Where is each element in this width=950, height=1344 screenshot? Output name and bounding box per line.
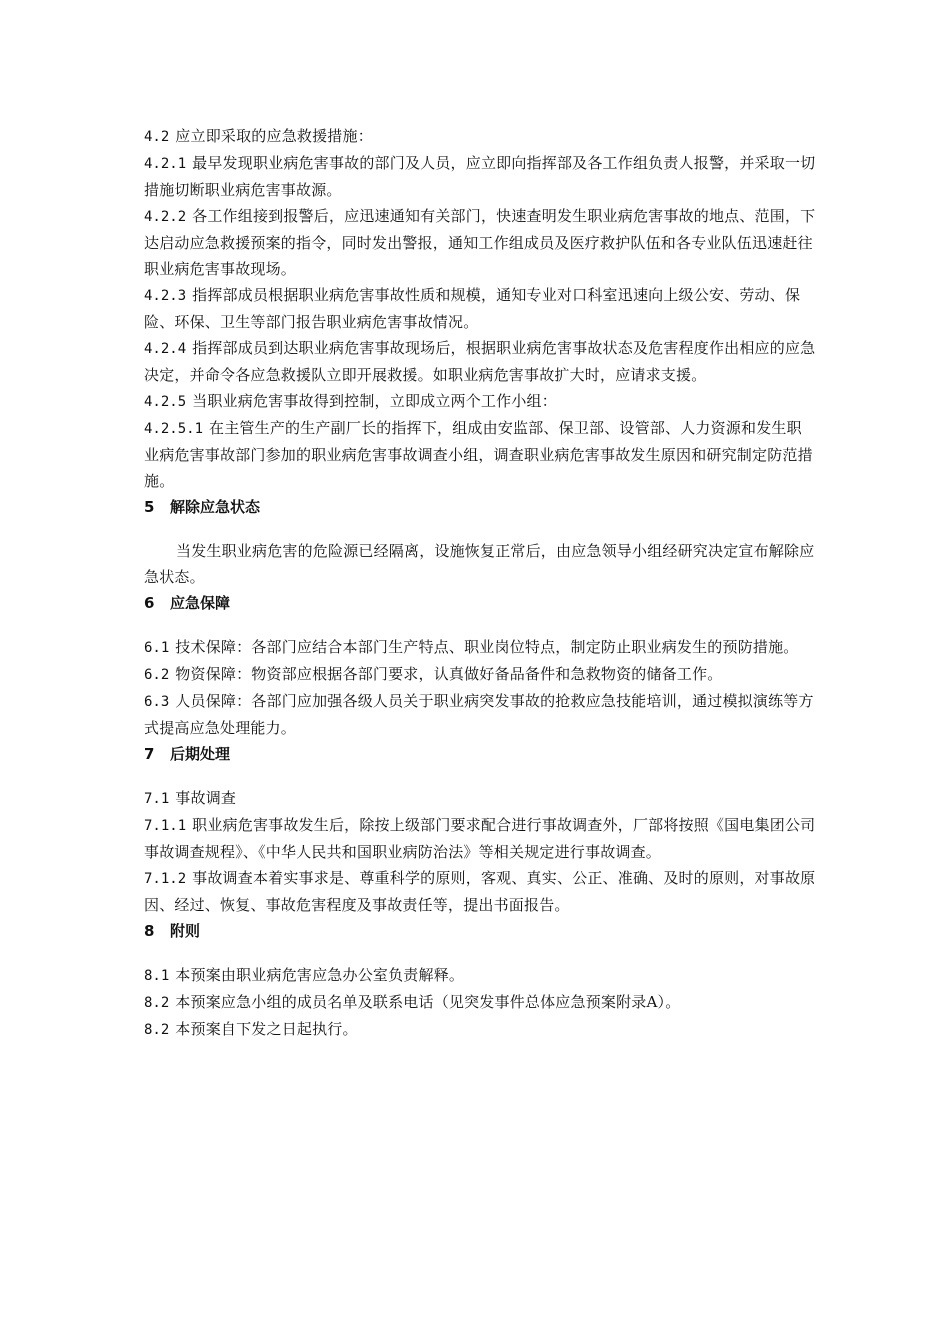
clause-text: 事故调查本着实事求是、尊重科学的原则，客观、真实、公正、准确、及时的原则，对事故原因、经过、恢复、事故危害程度及事故责任等，提出书面报告。 — [144, 869, 816, 914]
clause-text: 最早发现职业病危害事故的部门及人员，应立即向指挥部及各工作组负责人报警，并采取一切措施切断职业病危害事故源。 — [144, 154, 816, 199]
clause-number: 4.2.2 — [144, 209, 187, 225]
clause-text: 指挥部成员到达职业病危害事故现场后，根据职业病危害事故状态及危害程度作出相应的应急决定，并命令各应急救援队立即开展救援。如职业病危害事故扩大时，应请求支援。 — [144, 339, 816, 384]
clause-number: 7.1.1 — [144, 818, 187, 834]
clause-number: 4.2.4 — [144, 341, 187, 357]
clause-number: 4.2.1 — [144, 156, 187, 172]
clause-4-2-5 — [144, 388, 816, 415]
clause-4-2-2 — [144, 203, 816, 282]
heading-text: 附则 — [170, 922, 201, 940]
clause-number: 4.2 — [144, 129, 170, 145]
clause-8-2-contacts — [144, 989, 816, 1016]
clause-4-2-1 — [144, 150, 816, 203]
clause-number: 4.2.3 — [144, 288, 187, 304]
heading-number: 5 — [144, 498, 155, 516]
section-heading-7 — [144, 741, 816, 767]
clause-number: 6.1 — [144, 640, 170, 656]
clause-number: 6.3 — [144, 694, 170, 710]
heading-text: 解除应急状态 — [170, 498, 261, 516]
clause-4-2 — [144, 123, 816, 150]
clause-7-1 — [144, 785, 816, 812]
clause-4-2-4 — [144, 335, 816, 388]
clause-6-1 — [144, 634, 816, 661]
clause-text: 人员保障：各部门应加强各级人员关于职业病突发事故的抢救应急技能培训，通过模拟演练等方式提高应急处理能力。 — [144, 692, 814, 737]
clause-text: 在主管生产的生产副厂长的指挥下，组成由安监部、保卫部、设管部、人力资源和发生职业病危害事故部门参加的职业病危害事故调查小组，调查职业病危害事故发生原因和研究制定防范措施。 — [144, 419, 813, 490]
clause-6-2 — [144, 661, 816, 688]
document-body — [144, 123, 816, 1043]
heading-number: 7 — [144, 745, 155, 763]
clause-number: 6.2 — [144, 667, 170, 683]
paragraph-5 — [144, 538, 816, 590]
clause-text: 应立即采取的应急救援措施： — [175, 127, 373, 145]
clause-text: 指挥部成员根据职业病危害事故性质和规模，通知专业对口科室迅速向上级公安、劳动、保险、环保、卫生等部门报告职业病危害事故情况。 — [144, 286, 801, 331]
clause-8-1 — [144, 962, 816, 989]
clause-7-1-2 — [144, 865, 816, 918]
clause-number: 7.1.2 — [144, 871, 187, 887]
clause-number: 8.2 — [144, 1022, 170, 1038]
clause-text: 物资保障：物资部应根据各部门要求，认真做好备品备件和急救物资的储备工作。 — [175, 665, 723, 683]
section-heading-8 — [144, 918, 816, 944]
clause-4-2-3 — [144, 282, 816, 335]
clause-number: 7.1 — [144, 791, 170, 807]
clause-number: 8.1 — [144, 968, 170, 984]
section-heading-6 — [144, 590, 816, 616]
clause-text: 各工作组接到报警后，应迅速通知有关部门，快速查明发生职业病危害事故的地点、范围，下达启动应急救援预案的指令，同时发出警报，通知工作组成员及医疗救护队伍和各专业队伍迅速赶往职业病危害事故现场。 — [144, 207, 816, 278]
heading-number: 8 — [144, 922, 155, 940]
clause-7-1-1 — [144, 812, 816, 865]
heading-number: 6 — [144, 594, 155, 612]
clause-number: 4.2.5 — [144, 394, 187, 410]
section-heading-5 — [144, 494, 816, 520]
clause-number: 8.2 — [144, 995, 170, 1011]
heading-text: 后期处理 — [170, 745, 231, 763]
clause-8-2-effective — [144, 1016, 816, 1043]
clause-text: 技术保障：各部门应结合本部门生产特点、职业岗位特点，制定防止职业病发生的预防措施。 — [175, 638, 799, 656]
paragraph-text: 当发生职业病危害的危险源已经隔离，设施恢复正常后，由应急领导小组经研究决定宣布解除应急状态。 — [144, 542, 815, 586]
clause-6-3 — [144, 688, 816, 741]
heading-text: 应急保障 — [170, 594, 231, 612]
clause-text: 本预案由职业病危害应急办公室负责解释。 — [175, 966, 465, 984]
clause-number: 4.2.5.1 — [144, 421, 204, 437]
clause-text: 本预案自下发之日起执行。 — [175, 1020, 358, 1038]
clause-text: 当职业病危害事故得到控制，立即成立两个工作小组： — [192, 392, 557, 410]
clause-4-2-5-1 — [144, 415, 816, 494]
clause-text: 职业病危害事故发生后，除按上级部门要求配合进行事故调查外，厂部将按照《国电集团公司事故调查规程》、《中华人民共和国职业病防治法》等相关规定进行事故调查。 — [144, 816, 816, 861]
clause-text: 本预案应急小组的成员名单及联系电话（见突发事件总体应急预案附录A）。 — [175, 993, 681, 1011]
clause-text: 事故调查 — [175, 789, 237, 807]
